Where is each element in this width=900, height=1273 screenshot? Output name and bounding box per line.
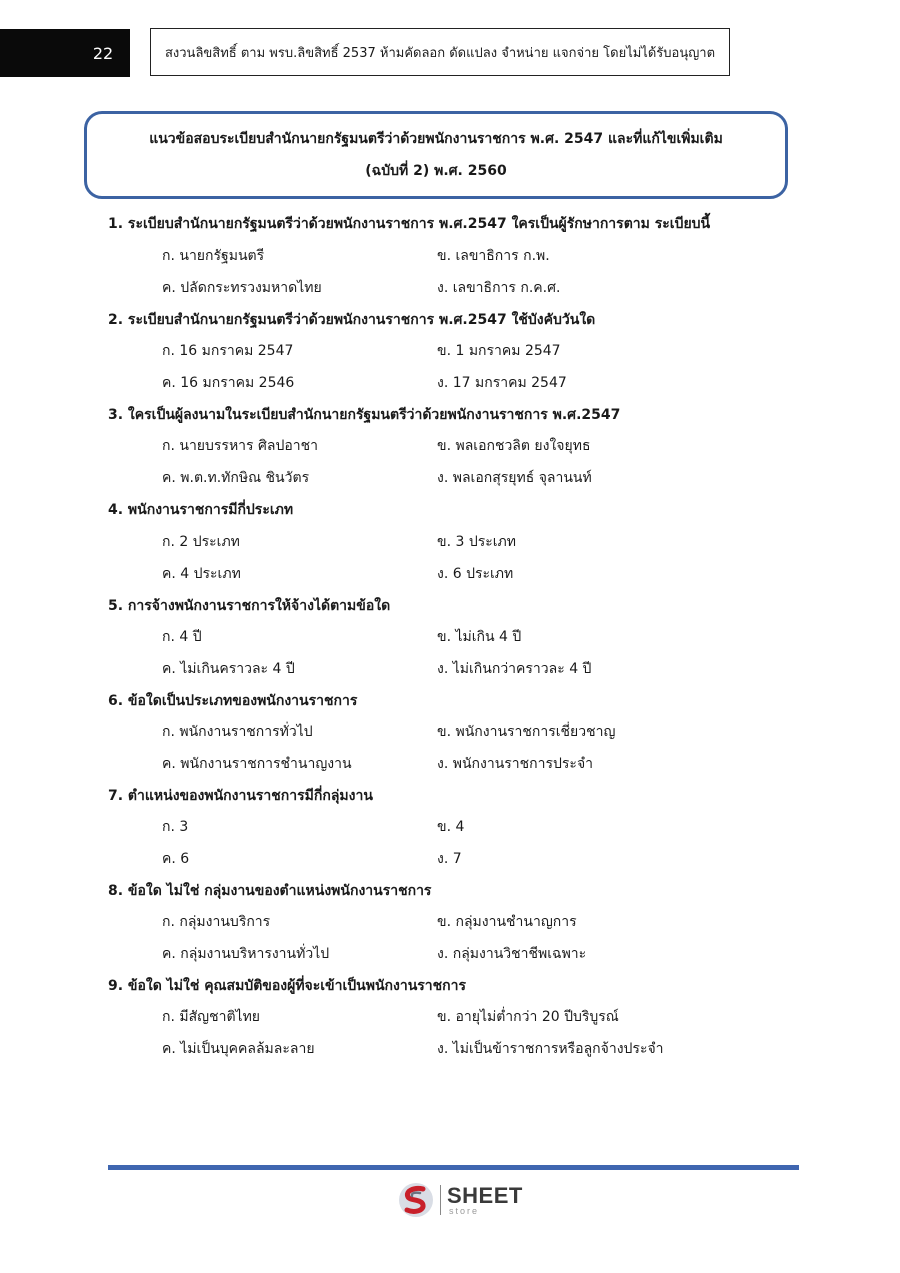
title-line-2: (ฉบับที่ 2) พ.ศ. 2560 <box>365 163 507 179</box>
q9-option-d: ง. ไม่เป็นข้าราชการหรือลูกจ้างประจำ <box>437 1041 664 1057</box>
logo-word: SHEET <box>447 1182 523 1208</box>
q6-option-a: ก. พนักงานราชการทั่วไป <box>162 724 313 740</box>
q2-option-b: ข. 1 มกราคม 2547 <box>437 343 561 359</box>
question-2: 2. ระเบียบสำนักนายกรัฐมนตรีว่าด้วยพนักงานราชการ พ.ศ.2547 ใช้บังคับวันใด <box>108 312 596 328</box>
question-6: 6. ข้อใดเป็นประเภทของพนักงานราชการ <box>108 693 358 709</box>
q2-option-c: ค. 16 มกราคม 2546 <box>162 375 295 391</box>
q8-option-c: ค. กลุ่มงานบริหารงานทั่วไป <box>162 946 330 962</box>
q9-option-c: ค. ไม่เป็นบุคคลล้มละลาย <box>162 1041 315 1057</box>
q4-option-a: ก. 2 ประเภท <box>162 534 240 550</box>
q6-option-d: ง. พนักงานราชการประจำ <box>437 756 594 772</box>
q3-option-b: ข. พลเอกชวลิต ยงใจยุทธ <box>437 438 591 454</box>
footer-rule <box>108 1165 799 1170</box>
q1-option-c: ค. ปลัดกระทรวงมหาดไทย <box>162 280 322 296</box>
question-3: 3. ใครเป็นผู้ลงนามในระเบียบสำนักนายกรัฐมนตรีว่าด้วยพนักงานราชการ พ.ศ.2547 <box>108 407 621 423</box>
q8-option-d: ง. กลุ่มงานวิชาชีพเฉพาะ <box>437 946 587 962</box>
sheet-store-logo <box>396 1180 523 1220</box>
logo-text <box>447 1182 523 1216</box>
question-9: 9. ข้อใด ไม่ใช่ คุณสมบัติของผู้ที่จะเข้าเป็นพนักงานราชการ <box>108 978 467 994</box>
q1-option-d: ง. เลขาธิการ ก.ค.ศ. <box>437 280 561 296</box>
question-8: 8. ข้อใด ไม่ใช่ กลุ่มงานของตำแหน่งพนักงานราชการ <box>108 883 432 899</box>
copyright-notice: สงวนลิขสิทธิ์ ตาม พรบ.ลิขสิทธิ์ 2537 ห้ามคัดลอก ดัดแปลง จำหน่าย แจกจ่าย โดยไม่ได้รับอนุญาต <box>150 28 730 76</box>
q3-option-c: ค. พ.ต.ท.ทักษิณ ชินวัตร <box>162 470 310 486</box>
sheet-store-logo-mark-icon <box>396 1180 436 1220</box>
title-box <box>84 111 788 199</box>
q4-option-b: ข. 3 ประเภท <box>437 534 516 550</box>
logo-separator <box>440 1185 441 1215</box>
q3-option-d: ง. พลเอกสุรยุทธ์ จุลานนท์ <box>437 470 592 486</box>
q7-option-d: ง. 7 <box>437 851 462 867</box>
page-number-tab <box>0 29 130 77</box>
q7-option-a: ก. 3 <box>162 819 189 835</box>
question-5: 5. การจ้างพนักงานราชการให้จ้างได้ตามข้อใด <box>108 598 391 614</box>
q4-option-d: ง. 6 ประเภท <box>437 566 514 582</box>
q1-option-b: ข. เลขาธิการ ก.พ. <box>437 248 550 264</box>
q9-option-a: ก. มีสัญชาติไทย <box>162 1009 261 1025</box>
q3-option-a: ก. นายบรรหาร ศิลปอาชา <box>162 438 318 454</box>
q8-option-b: ข. กลุ่มงานชำนาญการ <box>437 914 577 930</box>
q5-option-b: ข. ไม่เกิน 4 ปี <box>437 629 522 645</box>
q5-option-a: ก. 4 ปี <box>162 629 202 645</box>
q2-option-d: ง. 17 มกราคม 2547 <box>437 375 567 391</box>
q6-option-b: ข. พนักงานราชการเชี่ยวชาญ <box>437 724 616 740</box>
q6-option-c: ค. พนักงานราชการชำนาญงาน <box>162 756 352 772</box>
logo-subtitle: store <box>449 1205 480 1216</box>
q4-option-c: ค. 4 ประเภท <box>162 566 241 582</box>
q5-option-d: ง. ไม่เกินกว่าคราวละ 4 ปี <box>437 661 592 677</box>
q7-option-c: ค. 6 <box>162 851 190 867</box>
page-number: 22 <box>92 43 114 63</box>
question-1: 1. ระเบียบสำนักนายกรัฐมนตรีว่าด้วยพนักงานราชการ พ.ศ.2547 ใครเป็นผู้รักษาการตาม ระเบียบนี้ <box>108 216 711 232</box>
q1-option-a: ก. นายกรัฐมนตรี <box>162 248 265 264</box>
q9-option-b: ข. อายุไม่ต่ำกว่า 20 ปีบริบูรณ์ <box>437 1009 619 1025</box>
q7-option-b: ข. 4 <box>437 819 465 835</box>
q8-option-a: ก. กลุ่มงานบริการ <box>162 914 271 930</box>
title-line-1: แนวข้อสอบระเบียบสำนักนายกรัฐมนตรีว่าด้วยพนักงานราชการ พ.ศ. 2547 และที่แก้ไขเพิ่มเติม <box>149 131 723 147</box>
q5-option-c: ค. ไม่เกินคราวละ 4 ปี <box>162 661 295 677</box>
question-7: 7. ตำแหน่งของพนักงานราชการมีกี่กลุ่มงาน <box>108 788 373 804</box>
q2-option-a: ก. 16 มกราคม 2547 <box>162 343 294 359</box>
question-4: 4. พนักงานราชการมีกี่ประเภท <box>108 502 294 518</box>
